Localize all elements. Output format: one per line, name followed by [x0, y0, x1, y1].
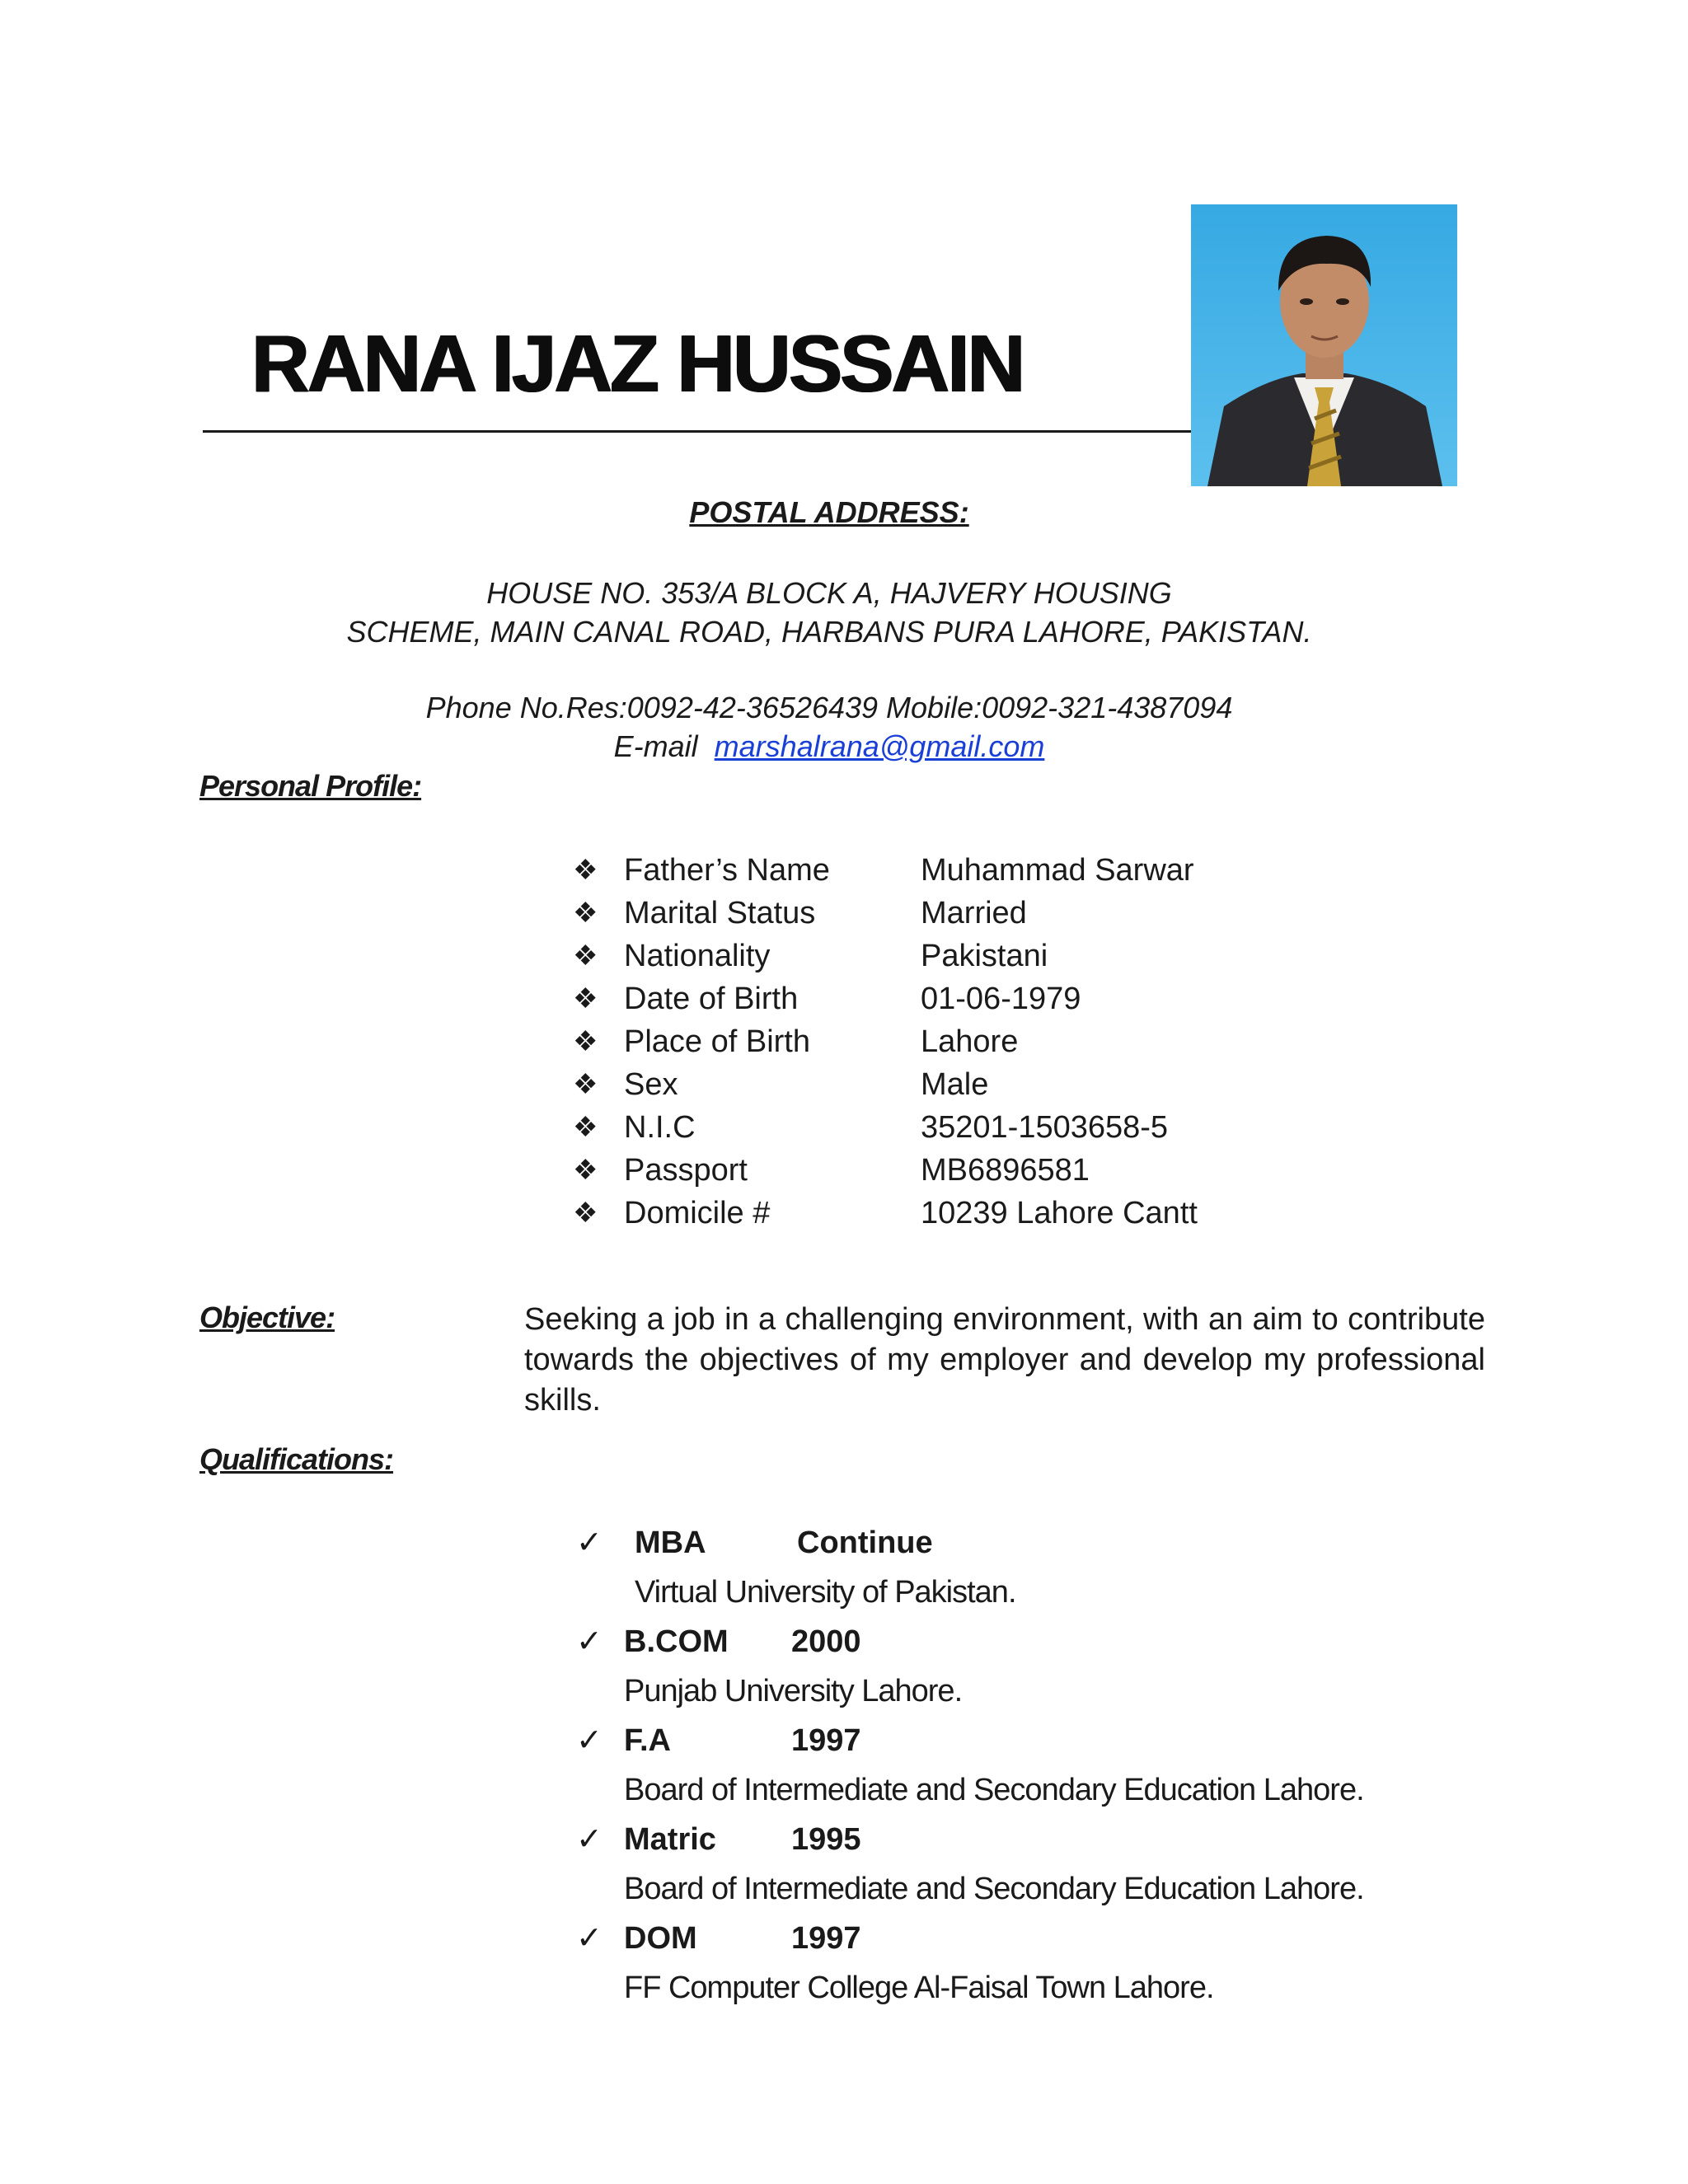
profile-value: Male: [921, 1067, 989, 1102]
address-line-2: SCHEME, MAIN CANAL ROAD, HARBANS PURA LAHORE, PAKISTAN.: [346, 615, 1312, 649]
email-line: [203, 727, 1456, 766]
qualification-item: [573, 1917, 1479, 2016]
checkmark-icon: ✓: [576, 1723, 603, 1758]
qualification-item: [573, 1719, 1479, 1818]
profile-item: [573, 892, 1315, 935]
diamond-bullet-icon: ❖: [573, 1069, 598, 1100]
profile-value: Muhammad Sarwar: [921, 853, 1194, 888]
diamond-bullet-icon: ❖: [573, 855, 598, 886]
profile-label: N.I.C: [624, 1110, 696, 1145]
objective-text: Seeking a job in a challenging environment, with an aim to contribute towards the objectives of my employer and develop my professional skills.: [524, 1302, 1485, 1418]
diamond-bullet-icon: ❖: [573, 898, 598, 929]
email-link[interactable]: marshalrana@gmail.com: [714, 729, 1045, 763]
profile-item: [573, 1149, 1315, 1192]
qualification-item: [573, 1818, 1479, 1917]
qualification-degree: F.A: [624, 1723, 671, 1758]
profile-item: [573, 1063, 1315, 1106]
diamond-bullet-icon: ❖: [573, 1197, 598, 1229]
checkmark-icon: ✓: [576, 1822, 603, 1857]
profile-label: Passport: [624, 1153, 748, 1188]
qualification-year: Continue: [797, 1526, 933, 1560]
profile-item: [573, 1020, 1315, 1063]
qualification-institution: Board of Intermediate and Secondary Education Lahore.: [624, 1872, 1364, 1906]
diamond-bullet-icon: ❖: [573, 983, 598, 1015]
qualification-degree: MBA: [635, 1526, 706, 1560]
personal-profile-heading: Personal Profile:: [199, 769, 422, 803]
profile-value: MB6896581: [921, 1153, 1090, 1188]
profile-label: Father’s Name: [624, 853, 830, 888]
profile-item: [573, 1106, 1315, 1149]
profile-value: Married: [921, 896, 1027, 930]
profile-value: Lahore: [921, 1024, 1019, 1059]
postal-address-heading: POSTAL ADDRESS:: [689, 495, 969, 529]
profile-value: 01-06-1979: [921, 982, 1081, 1016]
qualification-institution: FF Computer College Al-Faisal Town Lahore.: [624, 1971, 1214, 2005]
qualification-year: 1997: [791, 1921, 861, 1956]
qualification-degree: Matric: [624, 1822, 716, 1857]
profile-item: [573, 849, 1315, 892]
qualification-institution: Virtual University of Pakistan.: [635, 1575, 1016, 1610]
qualification-year: 1997: [791, 1723, 861, 1758]
profile-label: Marital Status: [624, 896, 816, 930]
profile-value: 35201-1503658-5: [921, 1110, 1169, 1145]
qualifications-list: [573, 1521, 1479, 2016]
qualification-item: [573, 1521, 1479, 1620]
profile-label: Date of Birth: [624, 982, 799, 1016]
checkmark-icon: ✓: [576, 1624, 603, 1659]
email-label: E-mail: [613, 729, 698, 763]
profile-label: Domicile #: [624, 1196, 771, 1230]
qualification-institution: Punjab University Lahore.: [624, 1674, 963, 1708]
qualification-degree: B.COM: [624, 1624, 729, 1659]
profile-item: [573, 1192, 1315, 1235]
candidate-name: RANA IJAZ HUSSAIN: [251, 318, 1024, 409]
profile-label: Nationality: [624, 939, 771, 973]
profile-item: [573, 935, 1315, 977]
qualification-year: 1995: [791, 1822, 861, 1857]
profile-item: [573, 977, 1315, 1020]
objective-heading: Objective:: [199, 1301, 335, 1334]
diamond-bullet-icon: ❖: [573, 1026, 598, 1057]
qualifications-heading: Qualifications:: [199, 1442, 394, 1476]
phone-numbers: Phone No.Res:0092-42-36526439 Mobile:0092-321-4387094: [425, 691, 1233, 724]
profile-list: [573, 849, 1315, 1235]
qualification-year: 2000: [791, 1624, 861, 1659]
profile-label: Place of Birth: [624, 1024, 810, 1059]
checkmark-icon: ✓: [576, 1921, 603, 1956]
checkmark-icon: ✓: [576, 1526, 603, 1560]
diamond-bullet-icon: ❖: [573, 1155, 598, 1186]
qualification-item: [573, 1620, 1479, 1719]
diamond-bullet-icon: ❖: [573, 940, 598, 972]
qualification-institution: Board of Intermediate and Secondary Education Lahore.: [624, 1773, 1364, 1807]
profile-value: 10239 Lahore Cantt: [921, 1196, 1198, 1230]
profile-label: Sex: [624, 1067, 678, 1102]
diamond-bullet-icon: ❖: [573, 1112, 598, 1143]
profile-value: Pakistani: [921, 939, 1048, 973]
profile-photo: [1191, 204, 1457, 486]
qualification-degree: DOM: [624, 1921, 697, 1956]
address-line-1: HOUSE NO. 353/A BLOCK A, HAJVERY HOUSING: [486, 576, 1172, 610]
